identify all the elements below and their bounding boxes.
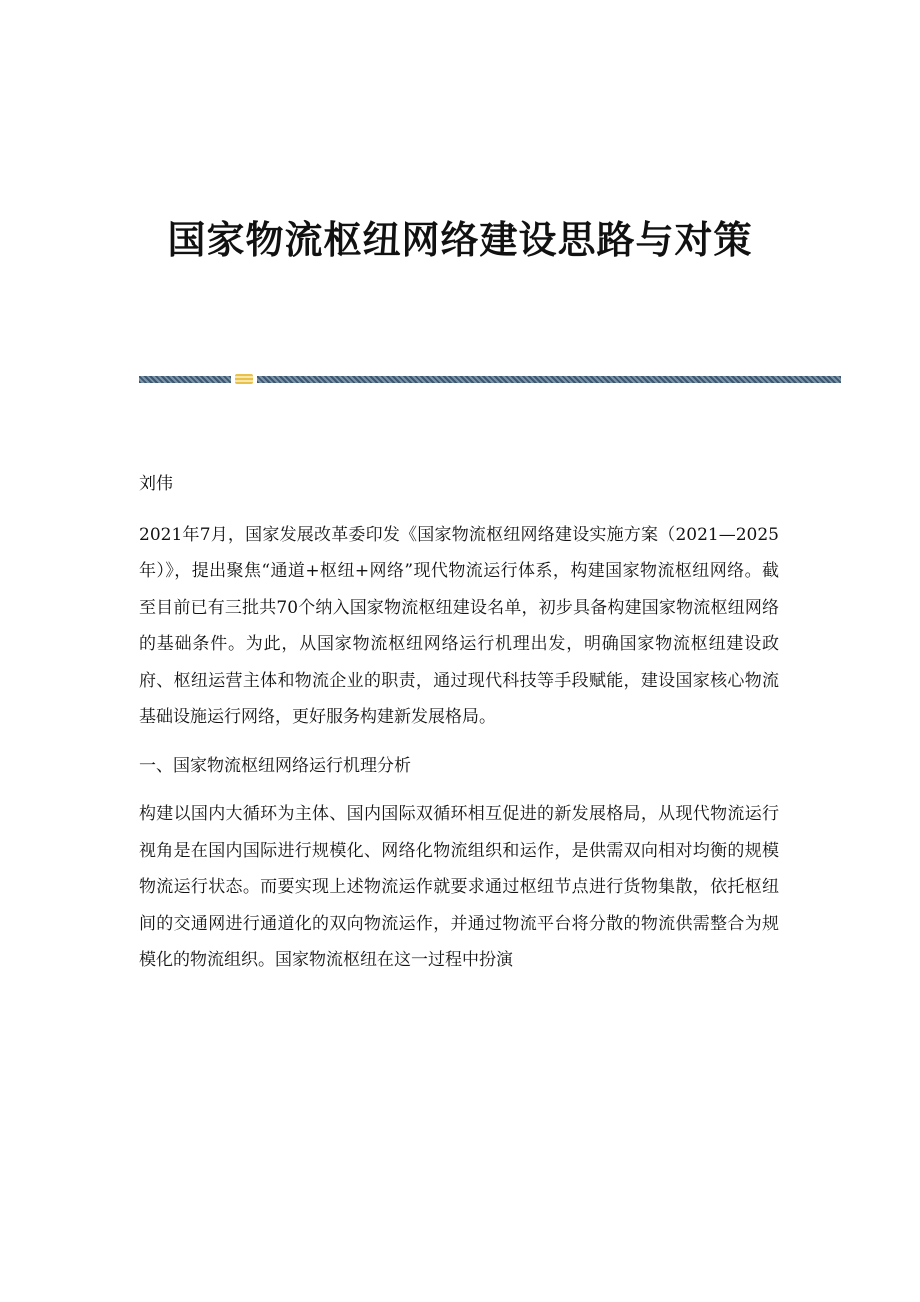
divider-bar-left — [139, 376, 231, 383]
document-title: 国家物流枢纽网络建设思路与对策 — [167, 217, 753, 262]
author-name: 刘伟 — [139, 474, 173, 494]
section-heading: 一、国家物流枢纽网络运行机理分析 — [139, 755, 411, 776]
intro-paragraph: 2021年7月，国家发展改革委印发《国家物流枢纽网络建设实施方案（2021—2025年）》，提出聚焦“通道+枢纽+网络”现代物流运行体系，构建国家物流枢纽网络。截至目前已有三批共70个纳入国家物流枢纽建设名单，初步具备构建国家物流枢纽网络的基础条件。为此，从国家物流枢纽网络运行机理出发，明确国家物流枢纽建设政府、枢纽运营主体和物流企业的职责，通过现代科技等手段赋能，建设国家核心物流基础设施运行网络，更好服务构建新发展格局。 — [139, 524, 779, 727]
body-paragraph: 构建以国内大循环为主体、国内国际双循环相互促进的新发展格局，从现代物流运行视角是在国内国际进行规模化、网络化物流组织和运作，是供需双向相对均衡的规模物流运行状态。而要实现上述物流运作就要求通过枢纽节点进行货物集散，依托枢纽间的交通网进行通道化的双向物流运作，并通过物流平台将分散的物流供需整合为规模化的物流组织。国家物流枢纽在这一过程中扮演 — [139, 804, 779, 970]
divider-ornament-icon — [235, 374, 253, 384]
title-divider — [139, 374, 841, 384]
document-body — [139, 466, 779, 991]
divider-bar-right — [257, 376, 841, 383]
